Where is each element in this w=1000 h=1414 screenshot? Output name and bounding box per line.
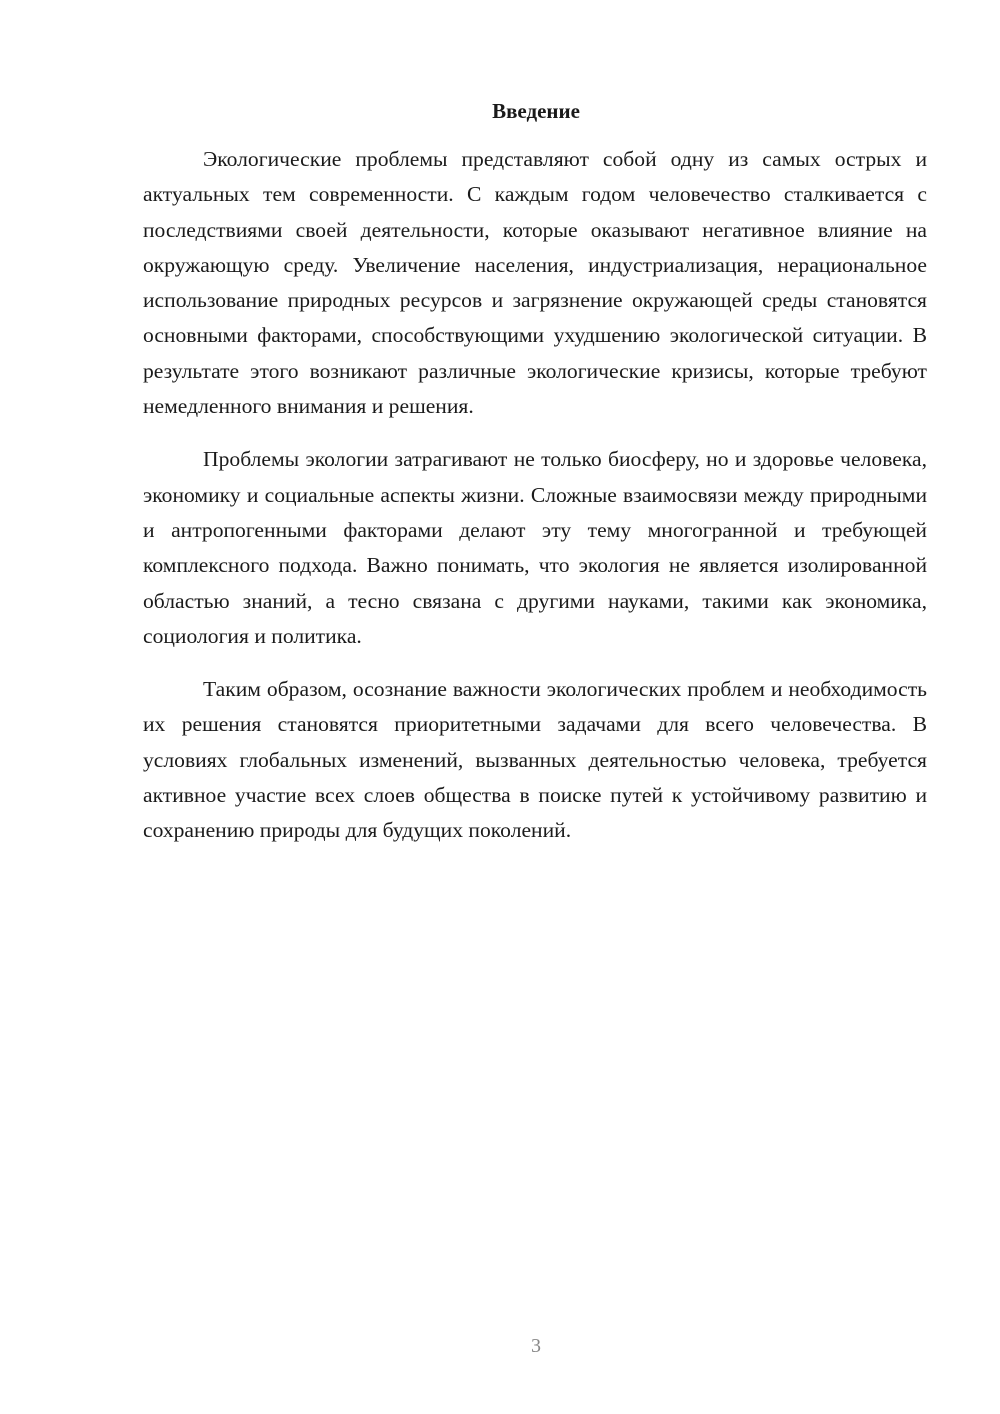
section-heading: Введение — [492, 99, 580, 123]
paragraph-2: Проблемы экологии затрагивают не только биосферу, но и здоровье человека, экономику и социальные аспекты жизни. Сложные взаимосвязи между природными и антропогенными факторами делают эту тему многогранной и требующей комплексного подхода. Важно понимать, что экология не является изолированной областью знаний, а тесно связана с другими науками, такими как экономика, социология и политика. — [143, 447, 927, 648]
page-number: 3 — [531, 1335, 541, 1357]
paragraph-1: Экологические проблемы представляют собой одну из самых острых и актуальных тем современности. С каждым годом человечество сталкивается с последствиями своей деятельности, которые оказывают негативное влияние на окружающую среду. Увеличение населения, индустриализация, нерациональное использование природных ресурсов и загрязнение окружающей среды становятся основными факторами, способствующими ухудшению экологической ситуации. В результате этого возникают различные экологические кризисы, которые требуют немедленного внимания и решения. — [143, 147, 927, 419]
paragraph-3: Таким образом, осознание важности экологических проблем и необходимость их решения становятся приоритетными задачами для всего человечества. В условиях глобальных изменений, вызванных деятельностью человека, требуется активное участие всех слоев общества в поиске путей к устойчивому развитию и сохранению природы для будущих поколений. — [143, 677, 927, 843]
body-text — [143, 142, 927, 849]
